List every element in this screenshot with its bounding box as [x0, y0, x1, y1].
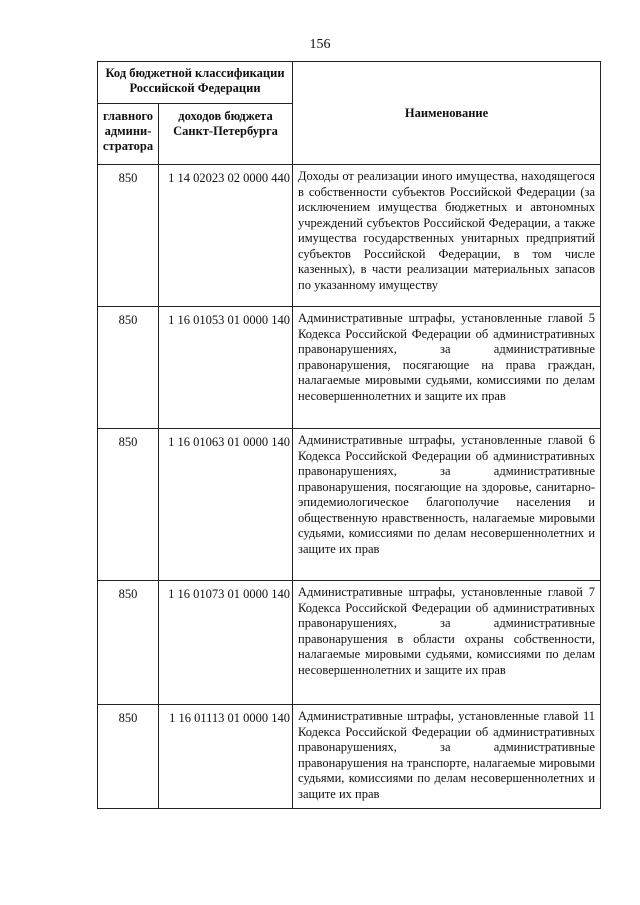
income-name: Административные штрафы, установленные главой 6 Кодекса Российской Федерации об административных правонарушениях, за административные правонарушения, посягающие на здоровье, санитарно-эпидемиологическое благополучие населения и общественную нравственность, налагаемые мировыми судьями, комиссиями по делам несовершеннолетних и защите их прав	[293, 429, 601, 581]
table-row	[98, 165, 601, 307]
header-admin: главного админи-стратора	[98, 104, 159, 165]
table-row	[98, 581, 601, 705]
header-name: Наименование	[293, 62, 601, 165]
admin-code: 850	[98, 705, 159, 809]
income-name: Административные штрафы, установленные главой 11 Кодекса Российской Федерации об административных правонарушениях, за административные правонарушения на транспорте, налагаемые мировыми судьями, комиссиями по делам несовершеннолетних и защите их прав	[293, 705, 601, 809]
admin-code: 850	[98, 165, 159, 307]
table-header-row	[98, 62, 601, 104]
income-name: Доходы от реализации иного имущества, находящегося в собственности субъектов Российской Федерации (за исключением имущества бюджетных и автономных учреждений субъектов Российской Федерации, а также имущества государственных унитарных предприятий субъектов Российской Федерации, в том числе казенных), в части реализации материальных запасов по указанному имуществу	[293, 165, 601, 307]
income-code: 1 16 01053 01 0000 140	[159, 307, 293, 429]
income-code: 1 16 01113 01 0000 140	[159, 705, 293, 809]
header-income: доходов бюджета Санкт-Петербурга	[159, 104, 293, 165]
page-number: 156	[309, 37, 331, 52]
table-row	[98, 429, 601, 581]
admin-code: 850	[98, 581, 159, 705]
income-code: 1 16 01063 01 0000 140	[159, 429, 293, 581]
income-code: 1 14 02023 02 0000 440	[159, 165, 293, 307]
admin-code: 850	[98, 307, 159, 429]
budget-classification-table	[97, 61, 601, 809]
header-code-group: Код бюджетной классификации Российской Федерации	[98, 62, 293, 104]
income-name: Административные штрафы, установленные главой 5 Кодекса Российской Федерации об административных правонарушениях, за административные правонарушения, посягающие на права граждан, налагаемые мировыми судьями, комиссиями по делам несовершеннолетних и защите их прав	[293, 307, 601, 429]
table-row	[98, 307, 601, 429]
income-name: Административные штрафы, установленные главой 7 Кодекса Российской Федерации об административных правонарушениях, за административные правонарушения в области охраны собственности, налагаемые мировыми судьями, комиссиями по делам несовершеннолетних и защите их прав	[293, 581, 601, 705]
admin-code: 850	[98, 429, 159, 581]
table-row	[98, 705, 601, 809]
income-code: 1 16 01073 01 0000 140	[159, 581, 293, 705]
